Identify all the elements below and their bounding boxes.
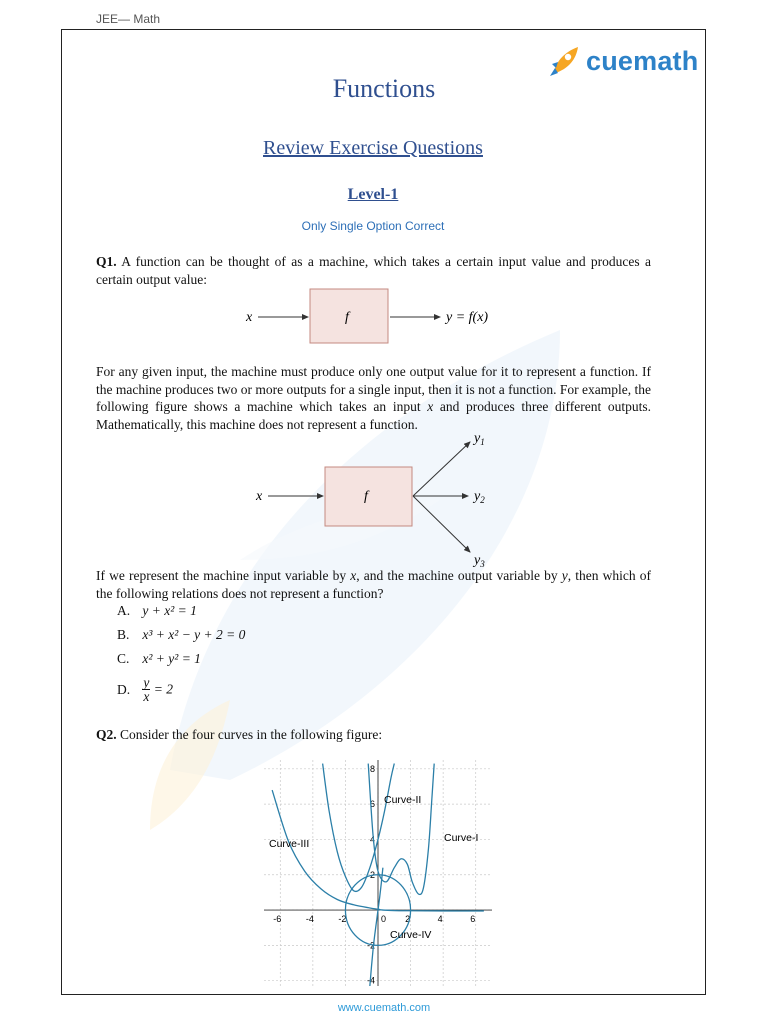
q1-paragraph-2 — [96, 567, 651, 602]
q2-text — [96, 726, 651, 744]
option-b-text: x³ + x² − y + 2 = 0 — [142, 627, 246, 642]
x-tick-label: -2 — [338, 914, 347, 925]
level-heading: Level-1 — [347, 186, 399, 203]
option-c[interactable] — [117, 651, 201, 667]
x-tick-label: 4 — [437, 914, 443, 925]
header-label: JEE— Math — [96, 12, 161, 26]
chart-labels — [269, 794, 478, 941]
fig2-machine-box — [325, 467, 412, 526]
q1-para1-var: x — [427, 399, 434, 414]
q1-paragraph-1 — [96, 363, 651, 433]
option-d-rest: = 2 — [153, 681, 173, 697]
option-c-label: C. — [117, 651, 130, 666]
q1-intro — [96, 253, 651, 288]
fig2-output-1: $y_1$ — [474, 431, 485, 447]
q1-number: Q1. — [96, 254, 117, 269]
curves-chart — [252, 756, 498, 990]
option-type-label: Only Single Option Correct — [301, 219, 445, 233]
x-tick-label: 0 — [381, 914, 387, 925]
fig1-output-label: y = f(x) — [446, 310, 489, 325]
q1-para2-part-b: , and the machine output variable by — [356, 568, 562, 583]
fig1-box-label: f — [345, 310, 349, 325]
q2-statement: Consider the four curves in the following figure: — [120, 727, 383, 742]
y-tick-label: 6 — [369, 799, 375, 810]
q1-para2-y: y — [561, 568, 568, 583]
q1-para2-part-c: , then which of the following relations does not represent a function? — [96, 568, 652, 601]
option-d[interactable] — [117, 676, 173, 703]
q1-para2-x: x — [350, 568, 357, 583]
fig1-machine-box — [310, 289, 388, 343]
series-curve-ii — [323, 764, 395, 892]
footer-url[interactable]: www.cuemath.com — [337, 1002, 431, 1014]
y-tick-label: 8 — [369, 763, 375, 774]
series-vertical-steep — [370, 868, 383, 986]
curve-iii-label: Curve-III — [269, 838, 310, 850]
fig2-arrow-up — [413, 442, 470, 496]
machine-figure-2 — [250, 428, 510, 570]
fig2-output-3: $y_3$ — [474, 553, 485, 569]
x-tick-label: -4 — [305, 914, 314, 925]
option-d-fraction — [142, 676, 150, 703]
option-d-numerator: y — [143, 675, 150, 690]
option-a-text: y + x² = 1 — [142, 603, 197, 618]
option-d-label: D. — [117, 681, 131, 697]
q1-intro-text: A function can be thought of as a machine, which takes a certain input value and produces a certain output value: — [96, 254, 651, 287]
option-b-label: B. — [117, 627, 130, 642]
curve-i-label: Curve-I — [444, 832, 479, 844]
y-tick-label: -2 — [366, 940, 375, 951]
machine-figure-1 — [240, 287, 520, 347]
option-b[interactable] — [117, 627, 245, 643]
option-c-text: x² + y² = 1 — [142, 651, 201, 666]
q2-number: Q2. — [96, 727, 117, 742]
q1-para2-part-a: If we represent the machine input variable by — [96, 568, 351, 583]
curve-iv-label: Curve-IV — [390, 929, 432, 941]
y-tick-label: 4 — [369, 834, 375, 845]
x-tick-label: -6 — [273, 914, 282, 925]
q1-para1-part-a: For any given input, the machine must produce only one output value for it to represent a function. If the machine produces two or more outputs for a single input, then it is not a function. For example, the following figure shows a machine which takes an input — [96, 364, 651, 414]
y-tick-label: 2 — [369, 869, 375, 880]
x-tick-label: 6 — [470, 914, 476, 925]
option-a[interactable] — [117, 603, 197, 619]
option-a-label: A. — [117, 603, 131, 618]
fig2-input-label: x — [256, 489, 263, 504]
fig2-box-label: f — [364, 489, 368, 504]
curve-ii-label: Curve-II — [384, 794, 422, 806]
page-title: Functions — [332, 74, 436, 103]
y-tick-label: -4 — [366, 975, 375, 986]
section-subtitle: Review Exercise Questions — [263, 137, 483, 159]
x-tick-label: 2 — [405, 914, 411, 925]
logo-text: cuemath — [586, 45, 699, 76]
fig1-input-label: x — [246, 310, 253, 325]
q1-para1-part-b: and produces three different outputs. Mathematically, this machine does not represent a function. — [96, 399, 651, 432]
fig2-output-2: $y_2$ — [474, 489, 485, 505]
option-d-denominator: x — [143, 689, 150, 704]
fig2-arrow-down — [413, 496, 470, 552]
